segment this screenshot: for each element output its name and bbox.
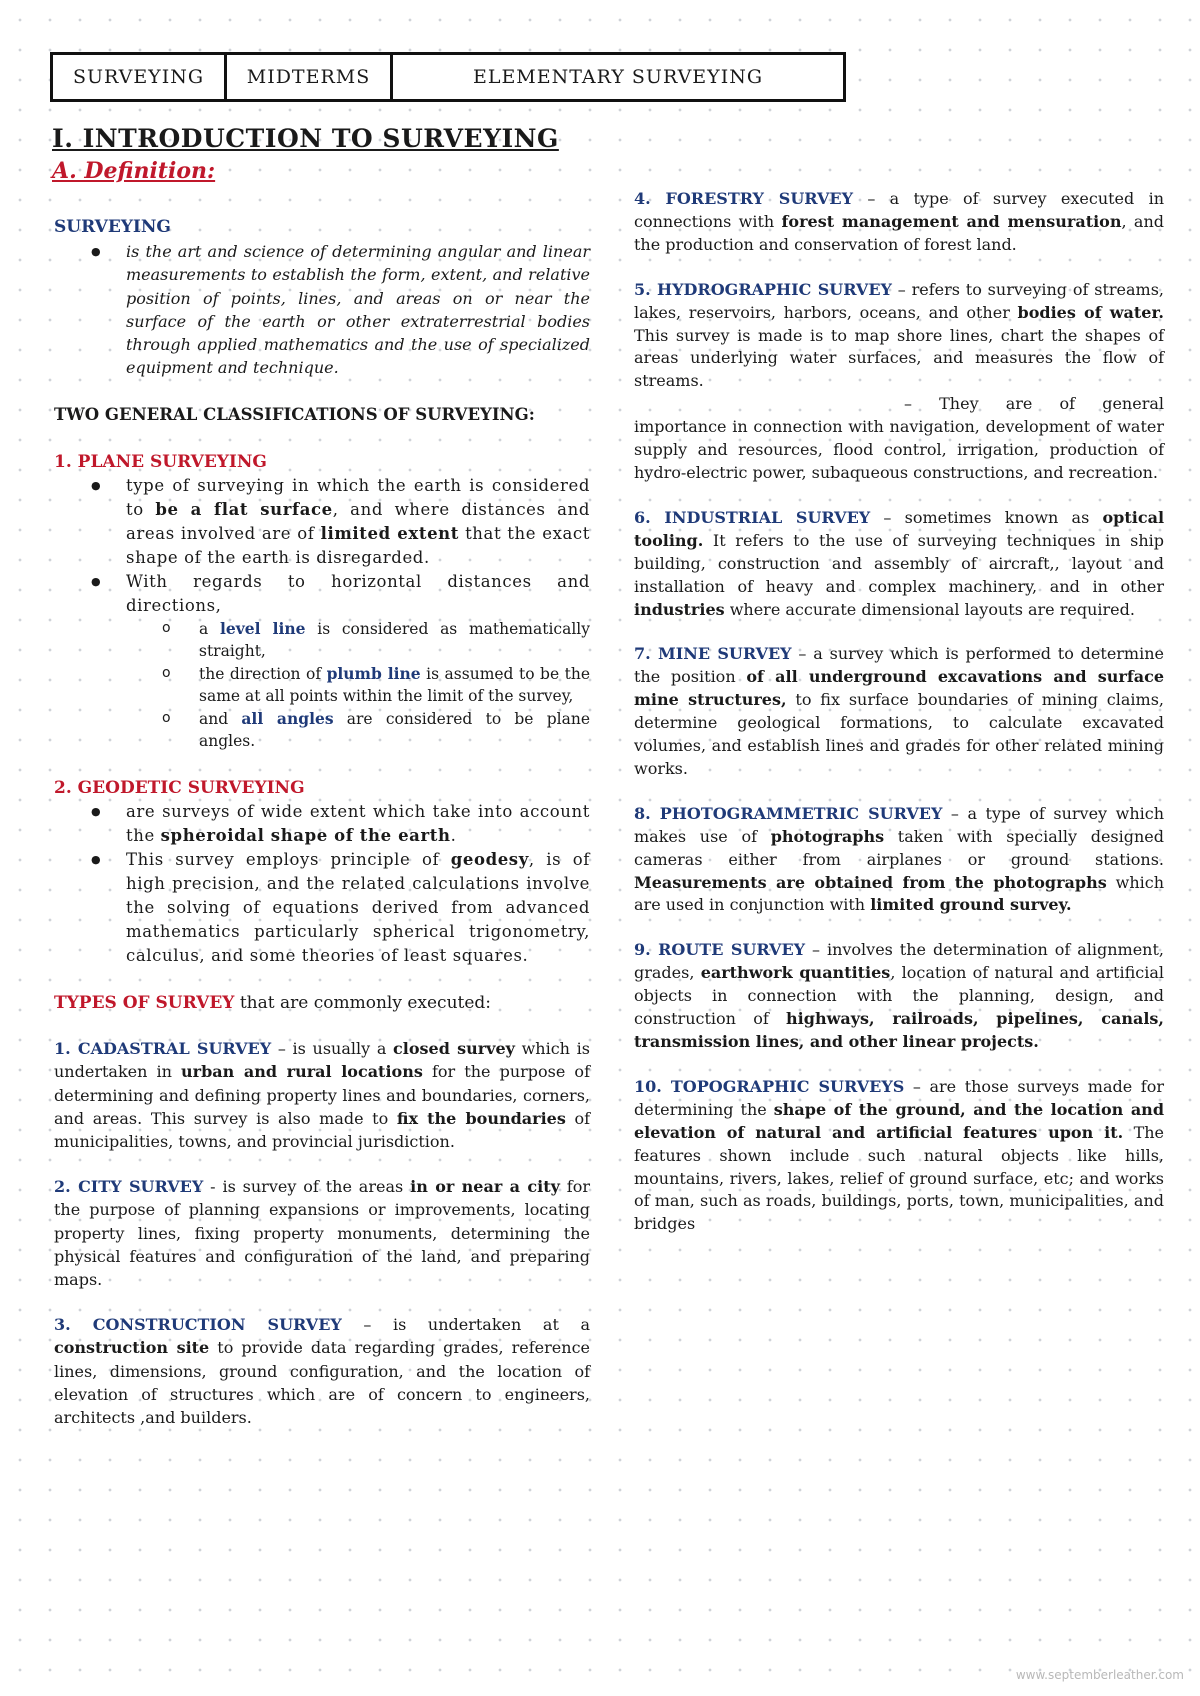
header-subject: SURVEYING <box>53 55 227 99</box>
page-title: I. INTRODUCTION TO SURVEYING <box>52 124 559 153</box>
plane-sub-1: o a level line is considered as mathematically straight, <box>199 618 590 663</box>
city-paragraph: 2. CITY SURVEY - is survey of the areas in or near a city for the purpose of planning expansions or improvements, locating property lines, fixing property monuments, determining the physical features and configuration of the land, and preparing maps. <box>54 1177 590 1290</box>
definition-text: ● is the art and science of determining angular and linear measurements to establish the form, extent, and relative position of points, lines, and areas on or near the surface of the earth or other extraterrestrial bodies through applied mathematics and the use of specialized equipment and technique. <box>126 240 590 379</box>
types-heading: TYPES OF SURVEY that are commonly executed: <box>54 993 492 1014</box>
topographic-paragraph: 10. TOPOGRAPHIC SURVEYS – are those surveys made for determining the shape of the ground, and the location and elevation of natural and artificial features upon it. The features shown include such natural objects like hills, mountains, rivers, lakes, relief of ground surface, etc; and works of man, such as roads, buildings, ports, town, municipalities, and bridges <box>634 1076 1165 1234</box>
classifications-heading: TWO GENERAL CLASSIFICATIONS OF SURVEYING: <box>54 405 535 425</box>
hydrographic-paragraph: 5. HYDROGRAPHIC SURVEY – refers to surveying of streams, lakes, reservoirs, harbors, oceans, and other bodies of water. This survey is made is to map shore lines, chart the shapes of areas underlying water surfaces, and measures the flow of streams. <box>634 279 1165 391</box>
plane-bullet-2: ● With regards to horizontal distances and directions, o a level line is considered as mathematically straight, o the direction of plumb line is assumed to be the same at all points within the limit of the survey, o and all angles are considered to be plane angles. <box>126 570 590 753</box>
route-paragraph: 9. ROUTE SURVEY – involves the determination of alignment, grades, earthwork quantities, location of natural and artificial objects in connection with the planning, design, and construction of highways, railroads, pipelines, canals, transmission lines, and other linear projects. <box>634 940 1165 1051</box>
geodetic-heading: 2. GEODETIC SURVEYING <box>54 777 305 798</box>
section-subtitle: A. Definition: <box>52 158 216 184</box>
plane-sublist <box>126 618 590 753</box>
header-course: ELEMENTARY SURVEYING <box>472 66 764 88</box>
definition-list <box>54 240 590 379</box>
geodetic-list <box>54 800 590 968</box>
plane-list <box>54 474 590 753</box>
plane-bullet-1: ● type of surveying in which the earth is considered to be a flat surface, and where distances and areas involved are of limited extent that the exact shape of the earth is disregarded. <box>126 474 590 570</box>
plane-heading: 1. PLANE SURVEYING <box>54 451 267 472</box>
mine-paragraph: 7. MINE SURVEY – a survey which is performed to determine the position of all underground excavations and surface mine structures, to fix surface boundaries of mining claims, determine geological formations, to calculate excavated volumes, and establish lines and grades for other related mining works. <box>634 644 1165 778</box>
cadastral-paragraph: 1. CADASTRAL SURVEY – is usually a closed survey which is undertaken in urban and rural locations for the purpose of determining and defining property lines and boundaries, corners, and areas. This survey is also made to fix the boundaries of municipalities, towns, and provincial jurisdiction. <box>54 1039 591 1152</box>
header-box <box>50 52 846 102</box>
header-term: MIDTERMS <box>227 55 393 99</box>
definition-term: SURVEYING <box>54 217 171 237</box>
left-column <box>54 216 590 1429</box>
plane-sub-3: o and all angles are considered to be plane angles. <box>199 708 590 753</box>
construction-paragraph: 3. CONSTRUCTION SURVEY – is undertaken at a construction site to provide data regarding grades, reference lines, dimensions, ground configuration, and the location of elevation of structures which are of concern to engineers, architects ,and builders. <box>54 1315 590 1428</box>
forestry-paragraph: 4. FORESTRY SURVEY – a type of survey executed in connections with forest management and mensuration, and the production and conservation of forest land. <box>634 189 1165 254</box>
geodetic-bullet-2: ● This survey employs principle of geodesy, is of high precision, and the related calculations involve the solving of equations derived from advanced mathematics particularly spherical trigonometry, calculus, and some theories of least squares. <box>126 848 590 968</box>
photogrammetric-paragraph: 8. PHOTOGRAMMETRIC SURVEY – a type of survey which makes use of photographs taken with specially designed cameras either from airplanes or ground stations. Measurements are obtained from the photographs which are used in conjunction with limited ground survey. <box>634 803 1165 915</box>
watermark: www.septemberleather.com <box>1015 1668 1184 1682</box>
plane-sub-2: o the direction of plumb line is assumed to be the same at all points within the limit of the survey, <box>199 663 590 708</box>
industrial-paragraph: 6. INDUSTRIAL SURVEY – sometimes known as optical tooling. It refers to the use of surveying techniques in ship building, construction and assembly of aircraft,, layout and installation of heavy and complex machinery, and in other industries where accurate dimensional layouts are required. <box>634 507 1165 619</box>
right-column <box>634 188 1164 1236</box>
geodetic-bullet-1: ● are surveys of wide extent which take into account the spheroidal shape of the earth. <box>126 800 590 848</box>
hydrographic-importance: – They are of general importance in connection with navigation, development of water supply and resources, flood control, irrigation, production of hydro-electric power, subaqueous constructions, and recreation. <box>634 394 1164 482</box>
